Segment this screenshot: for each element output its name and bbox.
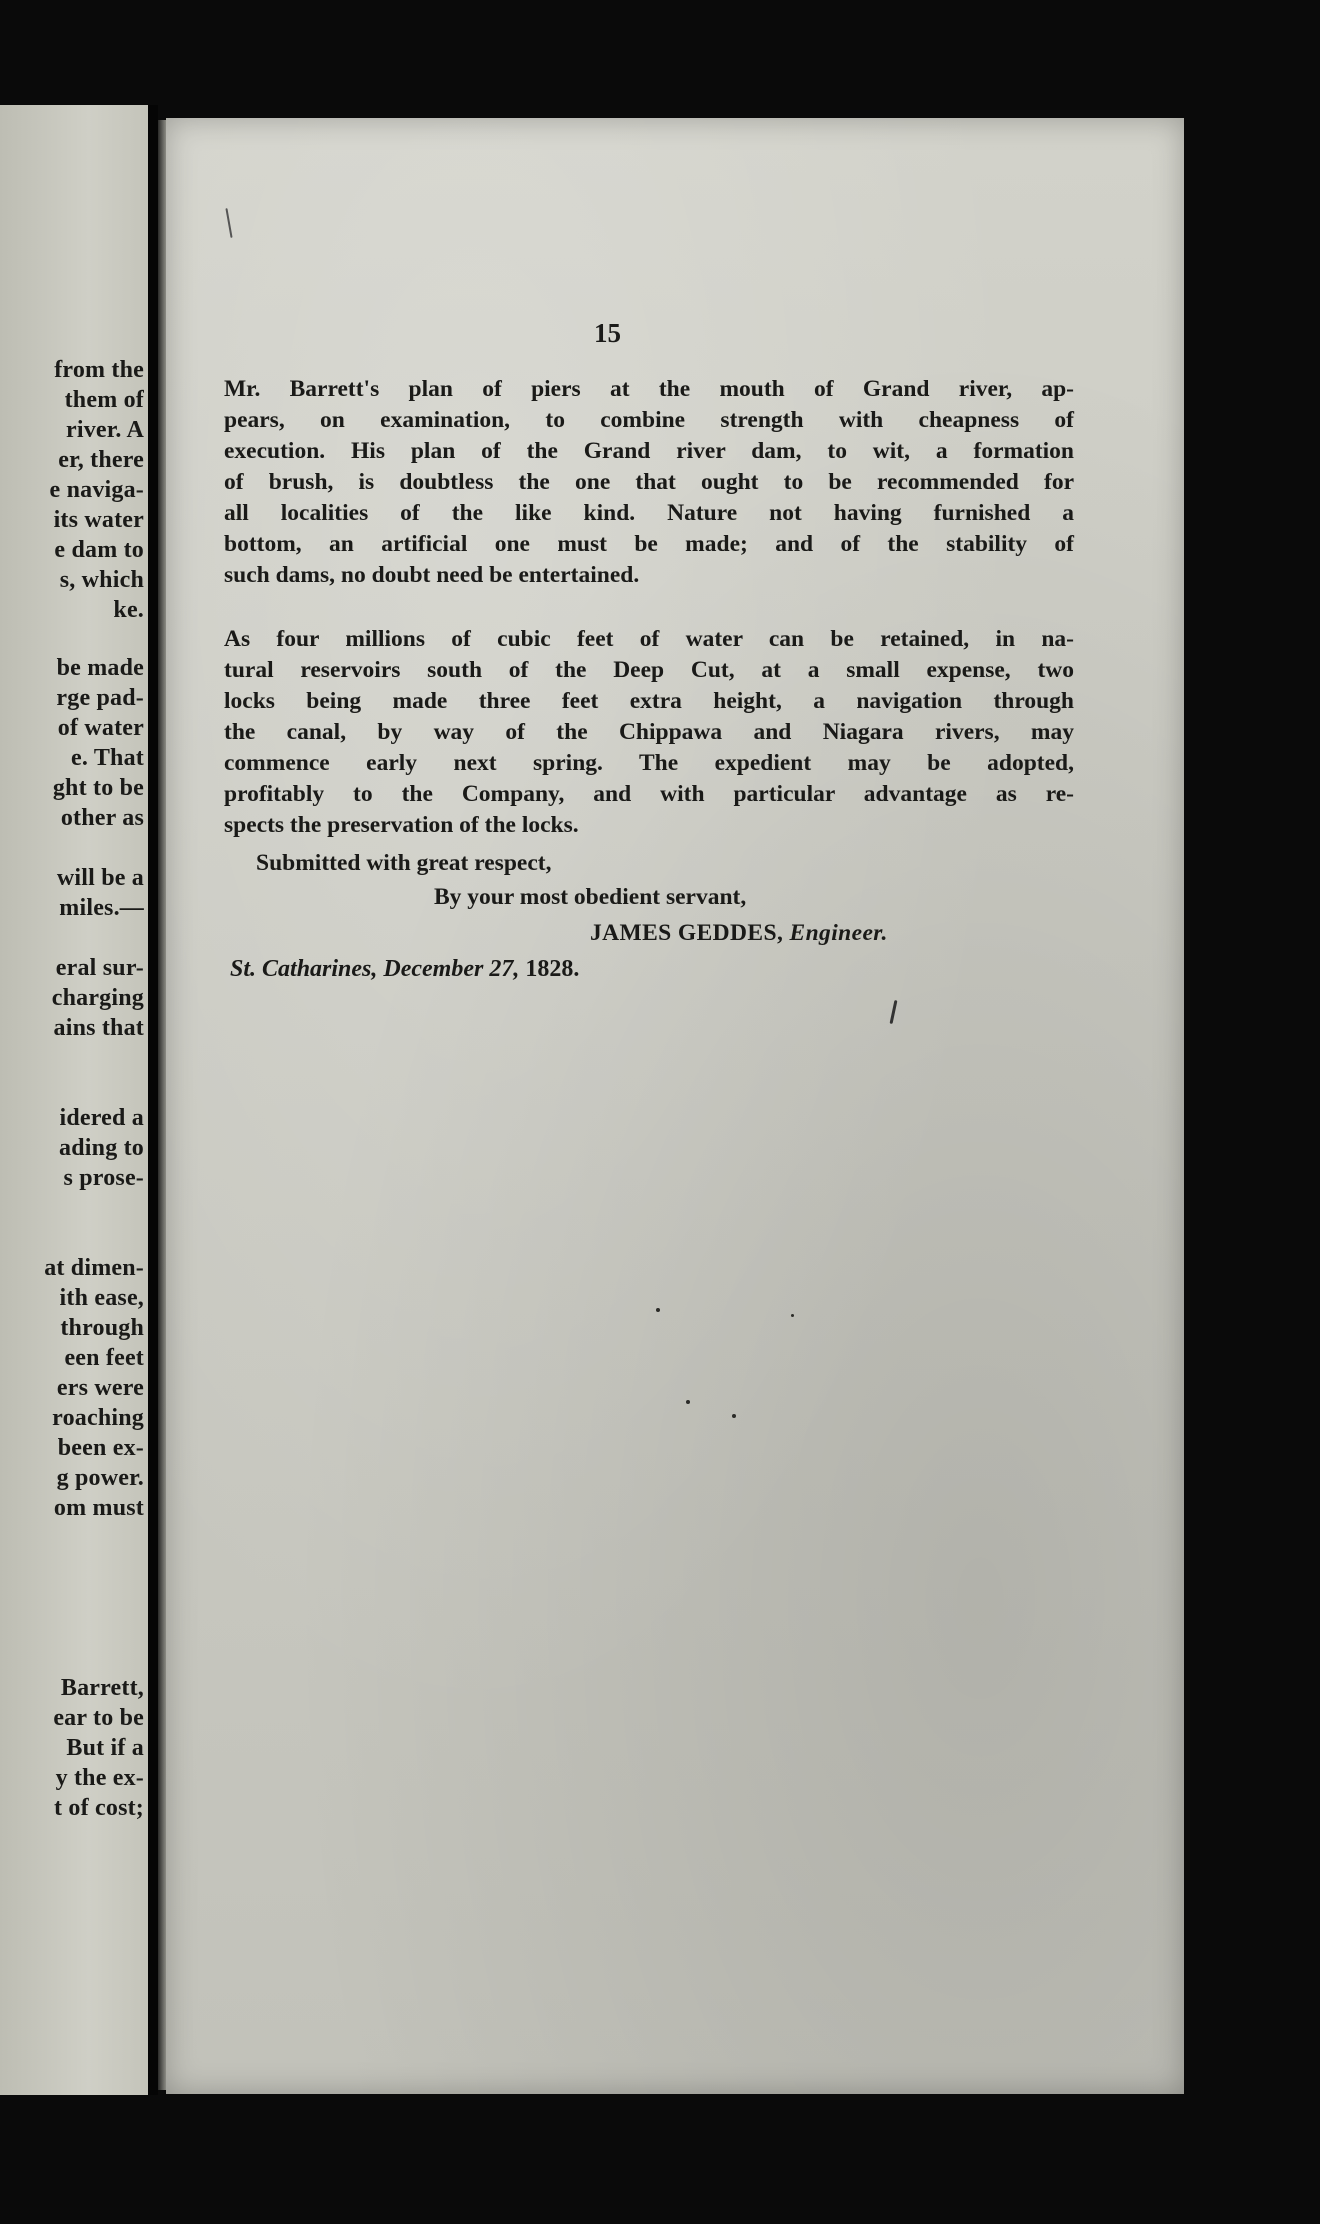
closing-servant: By your most obedient servant, (434, 884, 747, 910)
text-line: As four millions of cubic feet of water can be retained, in na- (224, 626, 1074, 652)
ink-speck (791, 1314, 794, 1317)
text-line: bottom, an artificial one must be made; and of the stability of (224, 531, 1074, 557)
facing-page-text: s prose- (63, 1165, 144, 1191)
facing-page-text: But if a (66, 1735, 144, 1761)
document-page (166, 118, 1184, 2094)
facing-page-text: e. That (71, 745, 144, 771)
text-line: Mr. Barrett's plan of piers at the mouth of Grand river, ap- (224, 376, 1074, 402)
facing-page-text: g power. (56, 1465, 144, 1491)
facing-page-text: charging (51, 985, 144, 1011)
facing-page-text: ght to be (52, 775, 144, 801)
facing-page-text: e dam to (54, 537, 144, 563)
facing-page-text: om must (53, 1495, 144, 1521)
facing-page-text: Barrett, (60, 1675, 144, 1701)
text-line: locks being made three feet extra height, a navigation through (224, 688, 1074, 714)
facing-page-text: be made (56, 655, 144, 681)
place-and-date (230, 956, 579, 983)
ink-speck (686, 1400, 690, 1404)
text-line: pears, on examination, to combine strength with cheapness of (224, 407, 1074, 433)
facing-page-text: ers were (56, 1375, 144, 1401)
facing-page-strip (0, 105, 148, 2095)
place-date-text: St. Catharines, December 27, (230, 956, 520, 982)
facing-page-text: eral sur- (55, 955, 144, 981)
ink-mark (225, 208, 232, 238)
paragraph-piers (224, 374, 1074, 591)
facing-page-text: at dimen- (44, 1255, 144, 1281)
facing-page-text: e naviga- (49, 477, 144, 503)
facing-page-text: other as (60, 805, 144, 831)
date-year: 1828. (525, 956, 580, 982)
signature (590, 920, 888, 947)
text-line: the canal, by way of the Chippawa and Niagara rivers, may (224, 719, 1074, 745)
facing-page-text: roaching (52, 1405, 144, 1431)
facing-page-text: will be a (56, 865, 144, 891)
text-line: tural reservoirs south of the Deep Cut, at a small expense, two (224, 657, 1074, 683)
text-line: of brush, is doubtless the one that ought to be recommended for (224, 469, 1074, 495)
binding-gutter (148, 105, 158, 2095)
facing-page-text: its water (53, 507, 144, 533)
facing-page-text: ke. (113, 597, 144, 623)
page-number: 15 (594, 318, 621, 348)
paragraph-reservoirs (224, 624, 1074, 841)
facing-page-text: idered a (59, 1105, 144, 1131)
facing-page-text: of water (57, 715, 144, 741)
ink-mark (890, 1000, 898, 1024)
facing-page-text: t of cost; (54, 1795, 144, 1821)
facing-page-text: er, there (58, 447, 144, 473)
facing-page-text: een feet (64, 1345, 144, 1371)
facing-page-text: ear to be (53, 1705, 144, 1731)
facing-page-text: s, which (59, 567, 144, 593)
facing-page-text: through (60, 1315, 144, 1341)
text-line: all localities of the like kind. Nature not having furnished a (224, 500, 1074, 526)
closing-salutation: Submitted with great respect, (256, 850, 552, 876)
facing-page-text: miles.— (59, 895, 144, 921)
ink-speck (656, 1308, 660, 1312)
text-line: such dams, no doubt need be entertained. (224, 562, 640, 588)
signature-name: JAMES GEDDES, (590, 920, 784, 946)
facing-page-text: ading to (59, 1135, 144, 1161)
gutter-shadow (158, 120, 166, 2090)
facing-page-text: ains that (53, 1015, 144, 1041)
ink-speck (732, 1414, 736, 1418)
facing-page-text: been ex- (57, 1435, 144, 1461)
text-line: commence early next spring. The expedient may be adopted, (224, 750, 1074, 776)
facing-page-text: from the (54, 357, 144, 383)
text-line: execution. His plan of the Grand river dam, to wit, a formation (224, 438, 1074, 464)
facing-page-text: y the ex- (55, 1765, 144, 1791)
facing-page-text: river. A (65, 417, 144, 443)
text-line: spects the preservation of the locks. (224, 812, 579, 838)
facing-page-text: rge pad- (56, 685, 144, 711)
facing-page-text: ith ease, (59, 1285, 144, 1311)
signature-title: Engineer. (789, 920, 888, 946)
facing-page-text: them of (64, 387, 144, 413)
text-line: profitably to the Company, and with particular advantage as re- (224, 781, 1074, 807)
